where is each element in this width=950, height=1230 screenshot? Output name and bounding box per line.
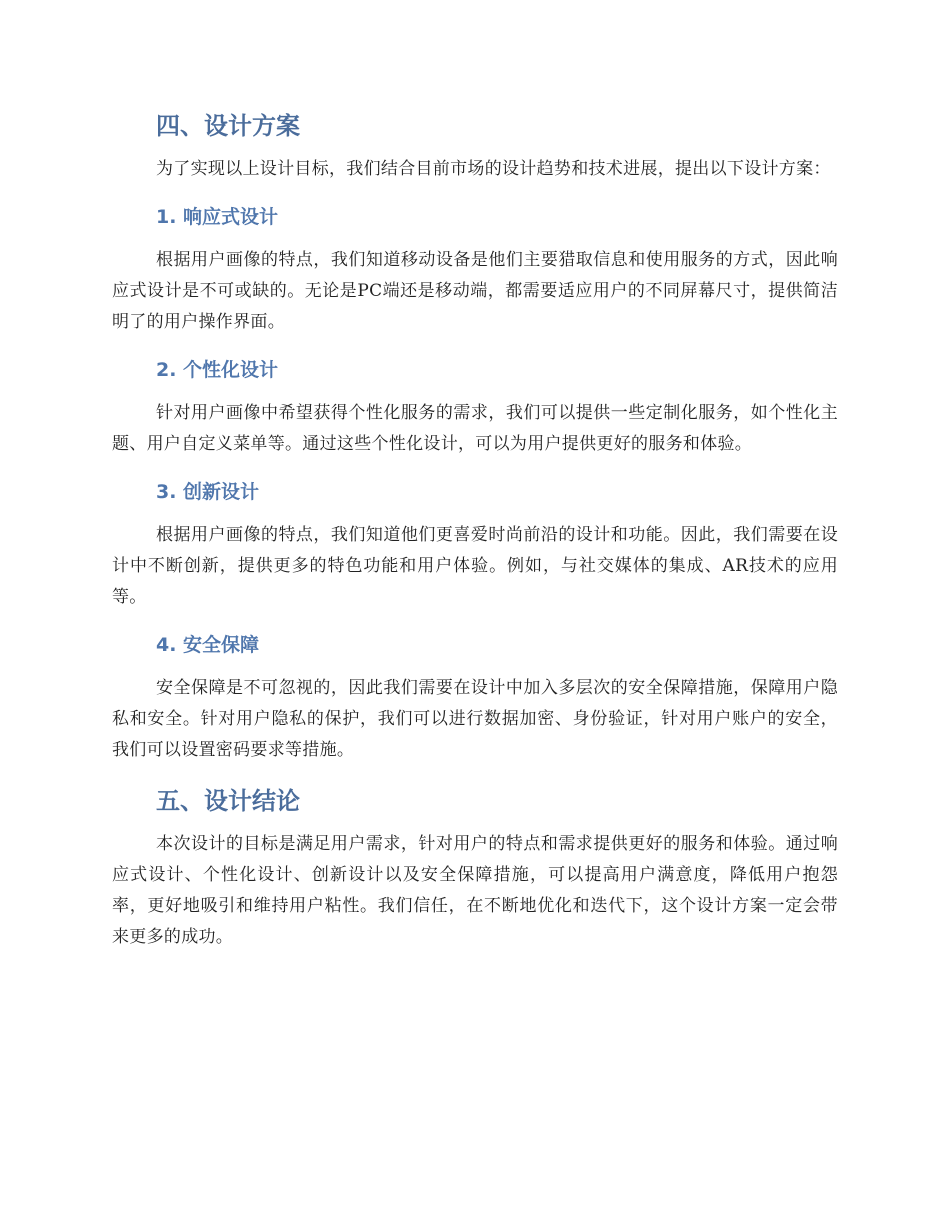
section-5-paragraph: 本次设计的目标是满足用户需求，针对用户的特点和需求提供更好的服务和体验。通过响应式设计、个性化设计、创新设计以及安全保障措施，可以提高用户满意度，降低用户抱怨率，更好地吸引和维持用户粘性。我们信任，在不断地优化和迭代下，这个设计方案一定会带来更多的成功。 — [112, 834, 838, 947]
subsection-3-paragraph: 根据用户画像的特点，我们知道他们更喜爱时尚前沿的设计和功能。因此，我们需要在设计中不断创新，提供更多的特色功能和用户体验。例如，与社交媒体的集成、AR技术的应用等。 — [112, 525, 838, 607]
subsection-4-paragraph: 安全保障是不可忽视的，因此我们需要在设计中加入多层次的安全保障措施，保障用户隐私和安全。针对用户隐私的保护，我们可以进行数据加密、身份验证，针对用户账户的安全，我们可以设置密码要求等措施。 — [112, 678, 838, 760]
section-4-heading: 四、设计方案 — [156, 112, 300, 140]
section-4-intro-paragraph: 为了实现以上设计目标，我们结合目前市场的设计趋势和技术进展，提出以下设计方案： — [156, 159, 831, 179]
subsection-4-heading: 4. 安全保障 — [156, 634, 260, 656]
subsection-1-paragraph: 根据用户画像的特点，我们知道移动设备是他们主要猎取信息和使用服务的方式，因此响应式设计是不可或缺的。无论是PC端还是移动端，都需要适应用户的不同屏幕尺寸，提供简洁明了的用户操作界面。 — [112, 250, 838, 332]
subsection-1-heading: 1. 响应式设计 — [156, 206, 279, 228]
subsection-2-heading: 2. 个性化设计 — [156, 359, 279, 381]
subsection-2-paragraph: 针对用户画像中希望获得个性化服务的需求，我们可以提供一些定制化服务，如个性化主题、用户自定义菜单等。通过这些个性化设计，可以为用户提供更好的服务和体验。 — [112, 403, 838, 454]
section-5-heading: 五、设计结论 — [156, 787, 300, 815]
subsection-3-heading: 3. 创新设计 — [156, 481, 260, 503]
